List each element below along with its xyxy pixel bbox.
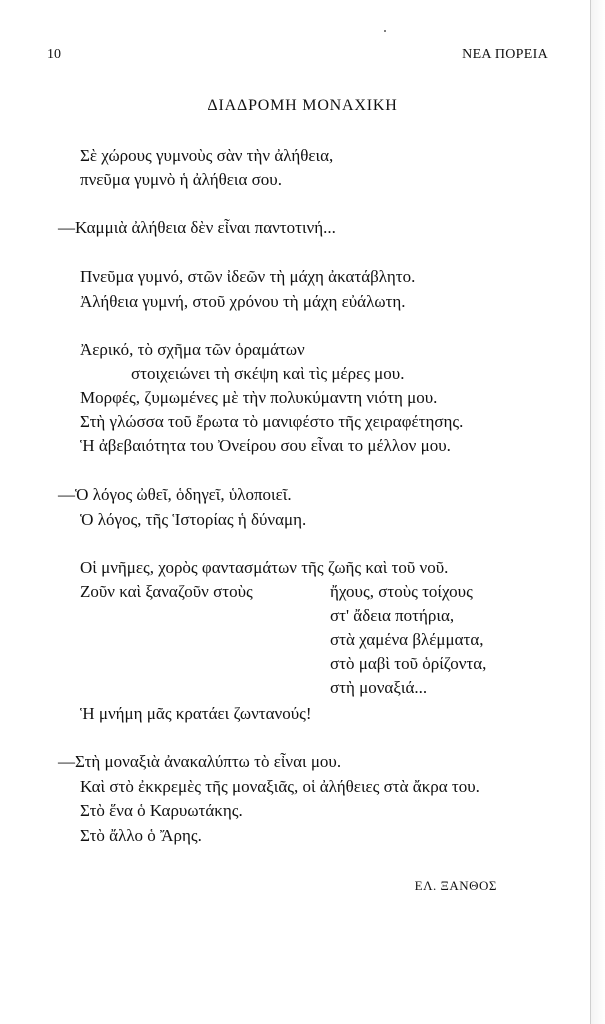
poem-line: Μορφές, ζυμωμένες μὲ τὴν πολυκύμαντη νιότη μου. <box>80 388 438 407</box>
poem-line: Ἡ ἀβεβαιότητα του Ὀνείρου σου εἶναι το μέλλον μου. <box>80 436 451 455</box>
poem-line: στὴ μοναξιά... <box>330 678 428 697</box>
page-edge-line <box>590 0 591 1024</box>
page-edge-shadow <box>591 0 605 1024</box>
poem-line: Σὲ χώρους γυμνοὺς σὰν τὴν ἀλήθεια, <box>80 146 334 165</box>
poem-line: Ἀλήθεια γυμνή, στοῦ χρόνου τὴ μάχη εὐάλωτη. <box>80 292 406 311</box>
poem-line: —Καμμιὰ ἀλήθεια δὲν εἶναι παντοτινή... <box>58 218 336 237</box>
poem-line: Ἡ μνήμη μᾶς κρατάει ζωντανούς! <box>80 704 312 723</box>
poem-title: ΔΙΑΔΡΟΜΗ ΜΟΝΑΧΙΚΗ <box>207 97 398 114</box>
poem-line: ἤχους, στοὺς τοίχους <box>330 582 473 601</box>
poem-line: στ' ἄδεια ποτήρια, <box>330 606 455 625</box>
poem-line: Ὁ λόγος, τῆς Ἱστορίας ἡ δύναμη. <box>80 510 307 529</box>
running-title: ΝΕΑ ΠΟΡΕΙΑ <box>462 47 548 62</box>
page-number: 10 <box>47 47 61 62</box>
poem-line: στοιχειώνει τὴ σκέψη καὶ τὶς μέρες μου. <box>131 364 405 383</box>
poem-line: Στὸ ἕνα ὁ Καρυωτάκης. <box>80 801 243 820</box>
poem-line: —Ὁ λόγος ὠθεῖ, ὁδηγεῖ, ὑλοποιεῖ. <box>58 485 292 504</box>
poem-line: στὰ χαμένα βλέμματα, <box>330 630 484 649</box>
poem-line: Στὸ ἄλλο ὁ Ἄρης. <box>80 826 202 845</box>
poem-line: Ζοῦν καὶ ξαναζοῦν στοὺς <box>80 582 253 601</box>
print-speck <box>384 30 386 32</box>
poem-line: Πνεῦμα γυμνό, στῶν ἰδεῶν τὴ μάχη ἀκατάβλητο. <box>80 267 416 286</box>
author-signature: ΕΛ. ΞΑΝΘΟΣ <box>414 878 497 893</box>
poem-line: Ἀερικό, τὸ σχῆμα τῶν ὁραμάτων <box>80 340 305 359</box>
poem-line: στὸ μαβὶ τοῦ ὁρίζοντα, <box>330 654 487 673</box>
poem-line: —Στὴ μοναξιὰ ἀνακαλύπτω τὸ εἶναι μου. <box>58 752 342 771</box>
poem-line: Καὶ στὸ ἐκκρεμὲς τῆς μοναξιᾶς, οἱ ἀλήθειες στὰ ἄκρα του. <box>80 777 480 796</box>
poem-line: Οἱ μνῆμες, χορὸς φαντασμάτων τῆς ζωῆς καὶ τοῦ νοῦ. <box>80 558 449 577</box>
poem-line: Στὴ γλώσσα τοῦ ἔρωτα τὸ μανιφέστο τῆς χειραφέτησης. <box>80 412 464 431</box>
poem-line: πνεῦμα γυμνὸ ἡ ἀλήθεια σου. <box>80 170 282 189</box>
